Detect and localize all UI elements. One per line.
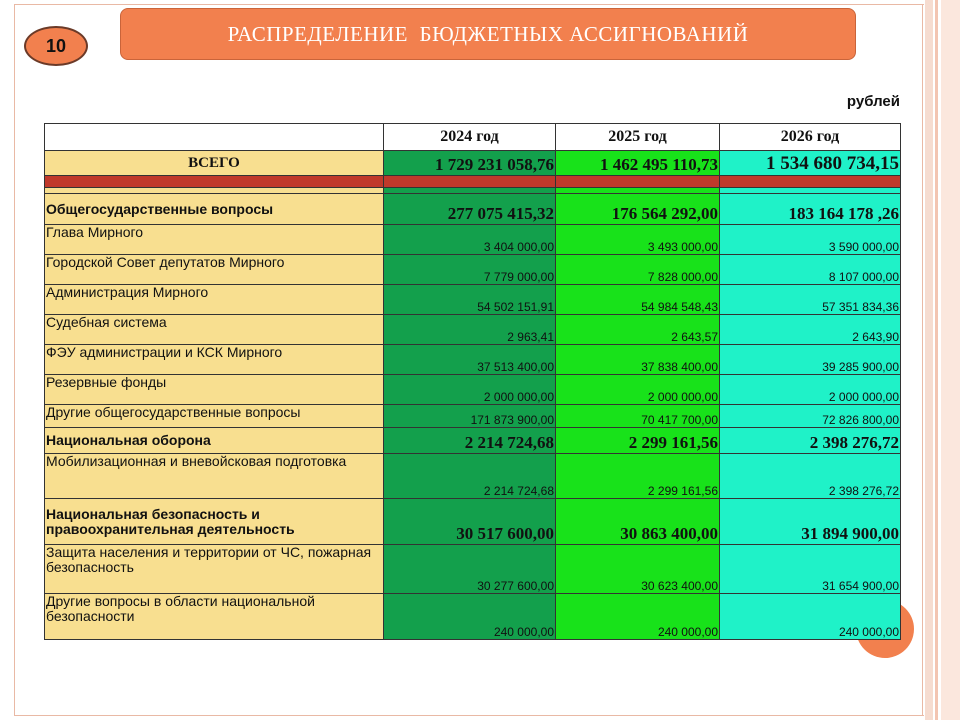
total-label: ВСЕГО [45, 151, 384, 176]
decor-stripe [941, 0, 960, 720]
row-label: Резервные фонды [45, 375, 384, 405]
value-2026: 31 894 900,00 [720, 499, 901, 545]
value-2024: 2 000 000,00 [384, 375, 556, 405]
value-2025: 2 299 161,56 [556, 428, 720, 454]
value-2024: 30 277 600,00 [384, 545, 556, 594]
decor-stripe [925, 0, 933, 720]
row-label: Защита населения и территории от ЧС, пожарная безопасность [45, 545, 384, 594]
separator-row [45, 176, 901, 188]
value-2025: 54 984 548,43 [556, 285, 720, 315]
header-2024: 2024 год [384, 124, 556, 151]
row-label: Мобилизационная и вневойсковая подготовка [45, 454, 384, 499]
value-2024: 30 517 600,00 [384, 499, 556, 545]
row-label: Национальная оборона [45, 428, 384, 454]
row-label: Глава Мирного [45, 225, 384, 255]
value-2024: 2 214 724,68 [384, 428, 556, 454]
value-2026: 3 590 000,00 [720, 225, 901, 255]
header-2026: 2026 год [720, 124, 901, 151]
value-2025: 176 564 292,00 [556, 194, 720, 225]
row-label: Национальная безопасность и правоохранительная деятельность [45, 499, 384, 545]
table-row [45, 255, 901, 285]
frame-border-left [14, 4, 15, 716]
value-2026: 31 654 900,00 [720, 545, 901, 594]
budget-table [44, 123, 901, 640]
row-label: Другие общегосударственные вопросы [45, 405, 384, 428]
slide-title: РАСПРЕДЕЛЕНИЕ БЮДЖЕТНЫХ АССИГНОВАНИЙ [120, 8, 856, 60]
value-2024: 54 502 151,91 [384, 285, 556, 315]
value-2025: 70 417 700,00 [556, 405, 720, 428]
value-2026: 183 164 178 ,26 [720, 194, 901, 225]
value-2026: 57 351 834,36 [720, 285, 901, 315]
value-2025: 7 828 000,00 [556, 255, 720, 285]
value-2025: 37 838 400,00 [556, 345, 720, 375]
value-2024: 277 075 415,32 [384, 194, 556, 225]
table-row [45, 405, 901, 428]
row-label: Администрация Мирного [45, 285, 384, 315]
header-empty-cell [45, 124, 384, 151]
table-row [45, 285, 901, 315]
value-2026: 72 826 800,00 [720, 405, 901, 428]
page-number-badge: 10 [24, 26, 88, 66]
value-2024: 37 513 400,00 [384, 345, 556, 375]
value-2024: 3 404 000,00 [384, 225, 556, 255]
value-2024: 2 963,41 [384, 315, 556, 345]
frame-border-right [922, 4, 923, 716]
value-2024: 240 000,00 [384, 594, 556, 640]
table-row [45, 428, 901, 454]
value-2025: 30 863 400,00 [556, 499, 720, 545]
row-label: Городской Совет депутатов Мирного [45, 255, 384, 285]
table-row [45, 454, 901, 499]
total-2026: 1 534 680 734,15 [720, 151, 901, 176]
value-2026: 2 398 276,72 [720, 428, 901, 454]
header-row [45, 124, 901, 151]
value-2025: 2 643,57 [556, 315, 720, 345]
row-label: Другие вопросы в области национальной безопасности [45, 594, 384, 640]
frame-border-bottom [14, 715, 924, 716]
value-2024: 7 779 000,00 [384, 255, 556, 285]
value-2025: 2 299 161,56 [556, 454, 720, 499]
total-2025: 1 462 495 110,73 [556, 151, 720, 176]
frame-border-top [14, 4, 924, 5]
table-row [45, 545, 901, 594]
row-label: Общегосударственные вопросы [45, 194, 384, 225]
separator-cell [556, 176, 720, 188]
value-2026: 39 285 900,00 [720, 345, 901, 375]
row-label: Судебная система [45, 315, 384, 345]
table-row [45, 594, 901, 640]
value-2024: 171 873 900,00 [384, 405, 556, 428]
table-row [45, 194, 901, 225]
table-row [45, 315, 901, 345]
table-row [45, 225, 901, 255]
value-2026: 2 643,90 [720, 315, 901, 345]
value-2025: 240 000,00 [556, 594, 720, 640]
table-row [45, 499, 901, 545]
total-row [45, 151, 901, 176]
separator-cell [720, 176, 901, 188]
row-label: ФЭУ администрации и КСК Мирного [45, 345, 384, 375]
header-2025: 2025 год [556, 124, 720, 151]
value-2024: 2 214 724,68 [384, 454, 556, 499]
value-2025: 2 000 000,00 [556, 375, 720, 405]
value-2025: 30 623 400,00 [556, 545, 720, 594]
value-2026: 240 000,00 [720, 594, 901, 640]
separator-cell [384, 176, 556, 188]
decor-stripe [935, 0, 938, 720]
table-row [45, 375, 901, 405]
value-2025: 3 493 000,00 [556, 225, 720, 255]
value-2026: 2 000 000,00 [720, 375, 901, 405]
total-2024: 1 729 231 058,76 [384, 151, 556, 176]
value-2026: 2 398 276,72 [720, 454, 901, 499]
separator-cell [45, 176, 384, 188]
value-2026: 8 107 000,00 [720, 255, 901, 285]
unit-label: рублей [846, 93, 900, 110]
table-row [45, 345, 901, 375]
